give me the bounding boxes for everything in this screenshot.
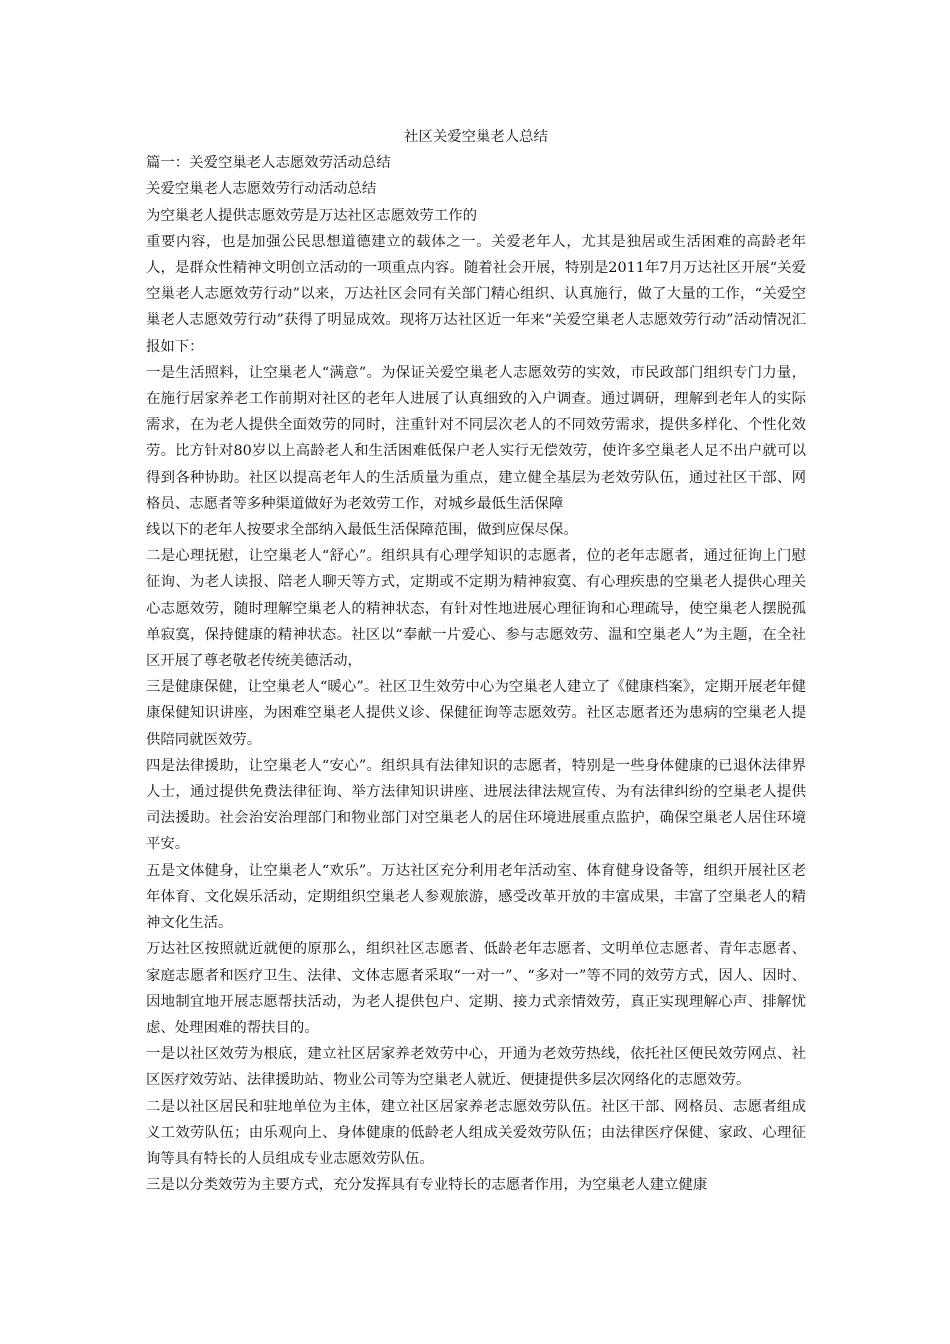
paragraph: 三是健康保健，让空巢老人“暖心”。社区卫生效劳中心为空巢老人建立了《健康档案》，定期开展老年健康保健知识讲座，为困难空巢老人提供义诊、保健征询等志愿效劳。社区志愿者还为患病的空巢老人提供陪同就医效劳。 [146, 679, 806, 748]
document-body [146, 124, 806, 1198]
subheading: 关爱空巢老人志愿效劳行动活动总结 [146, 181, 377, 198]
section-heading: 篇一：关爱空巢老人志愿效劳活动总结 [146, 155, 391, 172]
paragraph: 重要内容，也是加强公民思想道德建立的载体之一。关爱老年人，尤其是独居或生活困难的高龄老年人，是群众性精神文明创立活动的一项重点内容。随着社会开展，特别是2011年7月万达社区开展“关爱空巢老人志愿效劳行动”以来，万达社区会同有关部门精心组织、认真施行，做了大量的工作，“关爱空巢老人志愿效劳行动”获得了明显成效。现将万达社区近一年来“关爱空巢老人志愿效劳行动”活动情况汇报如下： [146, 233, 806, 355]
paragraph: 二是心理抚慰，让空巢老人“舒心”。组织具有心理学知识的志愿者，位的老年志愿者，通过征询上门慰征询、为老人读报、陪老人聊天等方式，定期或不定期为精神寂寞、有心理疾患的空巢老人提供心理关心志愿效劳，随时理解空巢老人的精神状态，有针对性地进展心理征询和心理疏导，使空巢老人摆脱孤单寂寞，保持健康的精神状态。社区以“奉献一片爱心、参与志愿效劳、温和空巢老人”为主题，在全社区开展了尊老敬老传统美德活动， [146, 548, 806, 670]
paragraph: 一是生活照料，让空巢老人“满意”。为保证关爱空巢老人志愿效劳的实效，市民政部门组织专门力量，在施行居家养老工作前期对社区的老年人进展了认真细致的入户调查。通过调研，理解到老年人的实际需求，在为老人提供全面效劳的同时，注重针对不同层次老人的不同效劳需求，提供多样化、个性化效劳。比方针对80岁以上高龄老人和生活困难低保户老人实行无偿效劳，使许多空巢老人足不出户就可以得到各种协助。社区以提高老年人的生活质量为重点，建立健全基层为老效劳队伍，通过社区干部、网格员、志愿者等多种渠道做好为老效劳工作，对城乡最低生活保障 [146, 364, 806, 512]
paragraph: 万达社区按照就近就便的原那么，组织社区志愿者、低龄老年志愿者、文明单位志愿者、青年志愿者、家庭志愿者和医疗卫生、法律、文体志愿者采取“一对一”、“多对一”等不同的效劳方式，因人、因时、因地制宜地开展志愿帮扶活动，为老人提供包户、定期、接力式亲情效劳，真正实现理解心声、排解忧虑、处理困难的帮扶目的。 [146, 941, 806, 1036]
paragraph: 一是以社区效劳为根底，建立社区居家养老效劳中心，开通为老效劳热线，依托社区便民效劳网点、社区医疗效劳站、法律援助站、物业公司等为空巢老人就近、便捷提供多层次网络化的志愿效劳。 [146, 1046, 806, 1089]
paragraph: 三是以分类效劳为主要方式，充分发挥具有专业特长的志愿者作用，为空巢老人建立健康 [146, 1177, 708, 1194]
intro-line: 为空巢老人提供志愿效劳是万达社区志愿效劳工作的 [146, 207, 477, 224]
document-title: 社区关爱空巢老人总结 [404, 129, 548, 145]
paragraph: 四是法律援助，让空巢老人“安心”。组织具有法律知识的志愿者，特别是一些身体健康的已退休法律界人士，通过提供免费法律征询、举方法律知识讲座、进展法律法规宣传、为有法律纠纷的空巢老人提供司法援助。社会治安治理部门和物业部门对空巢老人的居住环境进展重点监护，确保空巢老人居住环境平安。 [146, 757, 806, 853]
paragraph: 二是以社区居民和驻地单位为主体，建立社区居家养老志愿效劳队伍。社区干部、网格员、志愿者组成义工效劳队伍；由乐观向上、身体健康的低龄老人组成关爱效劳队伍；由法律医疗保健、家政、心理征询等具有特长的人员组成专业志愿效劳队伍。 [146, 1098, 806, 1167]
paragraph: 五是文体健身，让空巢老人“欢乐”。万达社区充分利用老年活动室、体育健身设备等，组织开展社区老年体育、文化娱乐活动，定期组织空巢老人参观旅游，感受改革开放的丰富成果，丰富了空巢老人的精神文化生活。 [146, 862, 806, 932]
paragraph: 线以下的老年人按要求全部纳入最低生活保障范围，做到应保尽保。 [146, 522, 578, 539]
